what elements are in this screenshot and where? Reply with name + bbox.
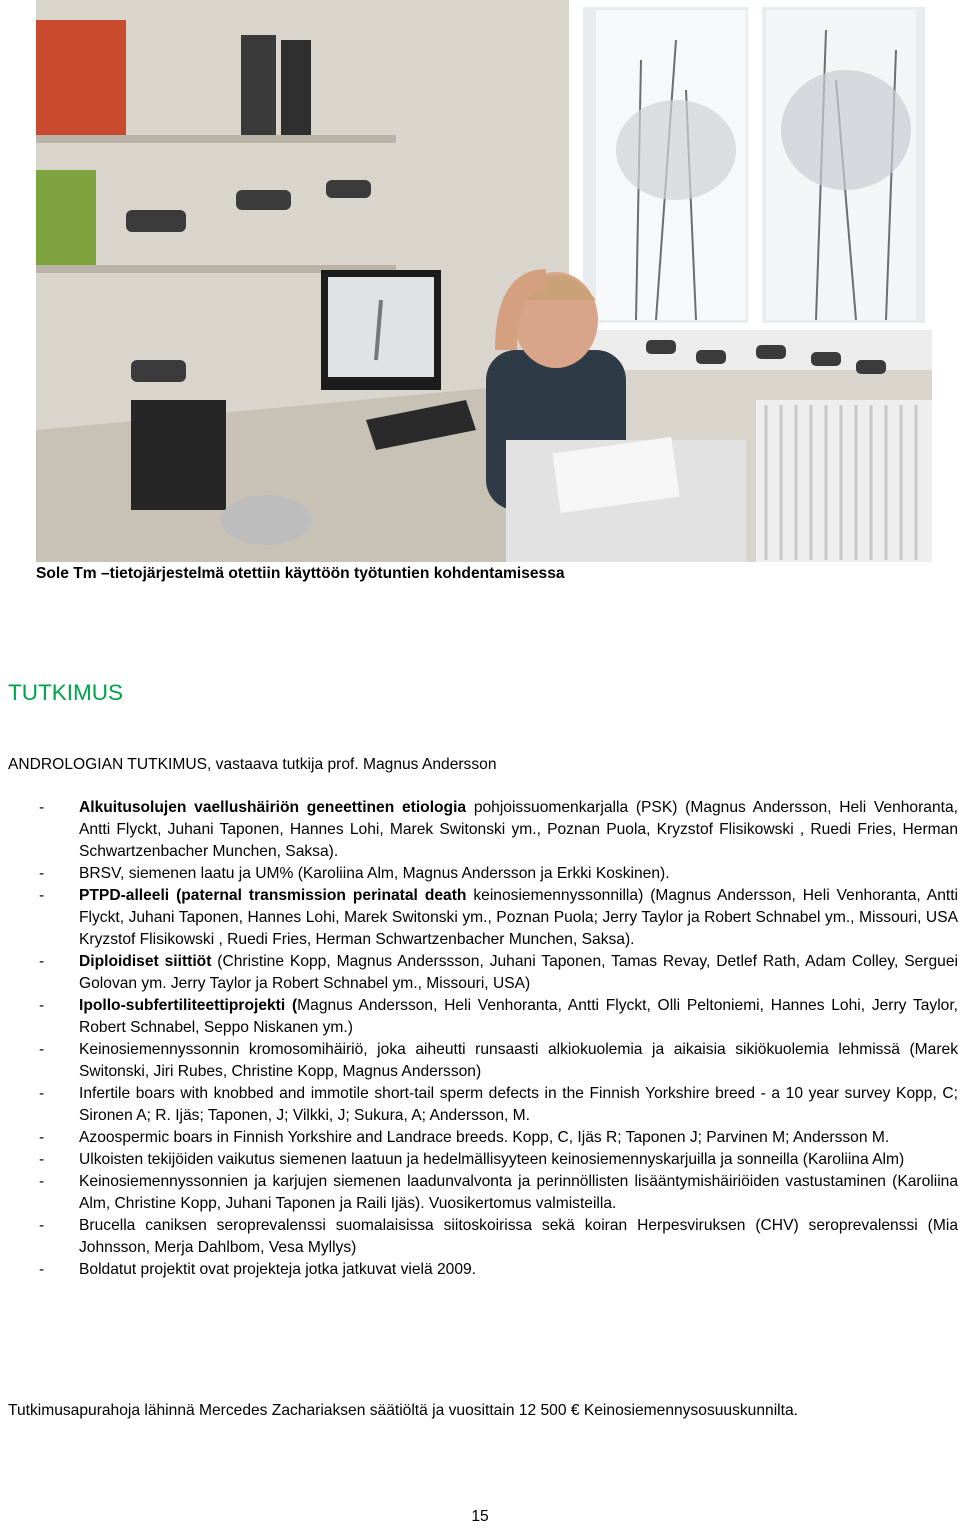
item-bold: Diploidiset siittiöt bbox=[79, 953, 212, 970]
item-text: Azoospermic boars in Finnish Yorkshire and Landrace breeds. Kopp, C, Ijäs R; Taponen J; Parvinen M; Andersson M. bbox=[79, 1129, 890, 1146]
list-item bbox=[8, 863, 958, 885]
list-item bbox=[8, 995, 958, 1039]
list-dash: - bbox=[39, 1129, 45, 1146]
item-text: Magnus Andersson, Heli Venhoranta, Antti Flyckt, Olli Peltoniemi, Hannes Lohi, Jerry Taylor, Robert Schnabel, Seppo Niskanen ym.) bbox=[79, 997, 959, 1036]
list-item bbox=[8, 1083, 958, 1127]
list-item bbox=[8, 951, 958, 995]
list-dash: - bbox=[39, 1151, 45, 1168]
list-item bbox=[8, 1149, 958, 1171]
item-bold: Alkuitusolujen vaellushäiriön geneettinen etiologia bbox=[79, 799, 467, 816]
list-item bbox=[8, 1215, 958, 1259]
funding-paragraph: Tutkimusapurahoja lähinnä Mercedes Zachariaksen säätiöltä ja vuosittain 12 500 € Keinosiemennysosuuskunnilta. bbox=[8, 1402, 798, 1419]
list-item bbox=[8, 797, 958, 863]
photo-caption: Sole Tm –tietojärjestelmä otettiin käyttöön työtuntien kohdentamisessa bbox=[36, 565, 565, 582]
item-text: Infertile boars with knobbed and immotile short-tail sperm defects in the Finnish Yorkshire breed - a 10 year survey Kopp, C; Sironen A; R. Ijäs; Taponen, J; Vilkki, J; Sukura, A; Andersson, M. bbox=[79, 1085, 958, 1124]
list-dash: - bbox=[39, 865, 45, 882]
list-dash: - bbox=[39, 1261, 45, 1278]
list-dash: - bbox=[39, 1173, 45, 1190]
list-item bbox=[8, 1127, 958, 1149]
item-text: Keinosiemennyssonnien ja karjujen siemenen laadunvalvonta ja perinnöllisten lisääntymishäiriöiden vastustaminen (Karoliina Alm, Christine Kopp, Juhani Taponen ja Raili Ijäs). Vuosikertomus valmisteilla. bbox=[79, 1173, 958, 1212]
item-text: pohjoissuomenkarjalla (PSK) (Magnus Andersson, Heli Venhoranta, Antti Flyckt, Juhani Taponen, Hannes Lohi, Marek Switonski ym., Poznan Puola, Kryzstof Flisikowski , Ruedi Fries, Herman Schwartzenbacher Munchen, Saksa). bbox=[79, 799, 958, 860]
list-item bbox=[8, 1039, 958, 1083]
item-text: (Christine Kopp, Magnus Anderssson, Juhani Taponen, Tamas Revay, Detlef Rath, Adam Colley, Serguei Golovan ym. Jerry Taylor ja Robert Schnabel ym., Missouri, USA) bbox=[79, 953, 958, 992]
list-dash: - bbox=[39, 1085, 45, 1102]
item-text: Brucella caniksen seroprevalenssi suomalaisissa siitoskoirissa sekä koiran Herpesviruksen (CHV) seroprevalenssi (Mia Johnsson, Merja Dahlbom, Vesa Myllys) bbox=[79, 1217, 958, 1256]
item-text: Keinosiemennyssonnin kromosomihäiriö, joka aiheutti runsaasti alkiokuolemia ja aikaisia sikiökuolemia lehmissä (Marek Switonski, Jiri Rubes, Christine Kopp, Magnus Andersson) bbox=[79, 1041, 958, 1080]
list-dash: - bbox=[39, 1041, 45, 1058]
research-list bbox=[8, 797, 958, 1281]
item-bold: PTPD-alleeli (paternal transmission perinatal death bbox=[79, 887, 467, 904]
list-dash: - bbox=[39, 953, 45, 970]
list-dash: - bbox=[39, 1217, 45, 1234]
item-bold: Ipollo-subfertiliteettiprojekti ( bbox=[79, 997, 298, 1014]
item-text: keinosiemennyssonnilla) (Magnus Andersson, Heli Venhoranta, Antti Flyckt, Juhani Taponen, Hannes Lohi, Marek Switonski ym., Poznan Puola; Jerry Taylor ja Robert Schnabel ym., Missouri, USA Kryzstof Flisikowski , Ruedi Fries, Herman Schwartzenbacher Munchen, Saksa). bbox=[79, 887, 958, 948]
item-text: BRSV, siemenen laatu ja UM% (Karoliina Alm, Magnus Andersson ja Erkki Koskinen). bbox=[79, 865, 670, 882]
item-text: Boldatut projektit ovat projekteja jotka jatkuvat vielä 2009. bbox=[79, 1261, 477, 1278]
section-subheading: ANDROLOGIAN TUTKIMUS, vastaava tutkija prof. Magnus Andersson bbox=[8, 756, 497, 773]
list-item bbox=[8, 1171, 958, 1215]
item-text: Ulkoisten tekijöiden vaikutus siemenen laatuun ja hedelmällisyyteen keinosiemennyskarjuilla ja sonneilla (Karoliina Alm) bbox=[79, 1151, 905, 1168]
list-dash: - bbox=[39, 799, 45, 816]
section-heading: TUTKIMUS bbox=[8, 680, 123, 705]
list-dash: - bbox=[39, 997, 45, 1014]
page-number: 15 bbox=[471, 1508, 489, 1525]
office-photo-illustration bbox=[36, 0, 932, 562]
list-item bbox=[8, 1259, 958, 1281]
office-photo bbox=[36, 0, 932, 562]
list-item bbox=[8, 885, 958, 951]
list-dash: - bbox=[39, 887, 45, 904]
